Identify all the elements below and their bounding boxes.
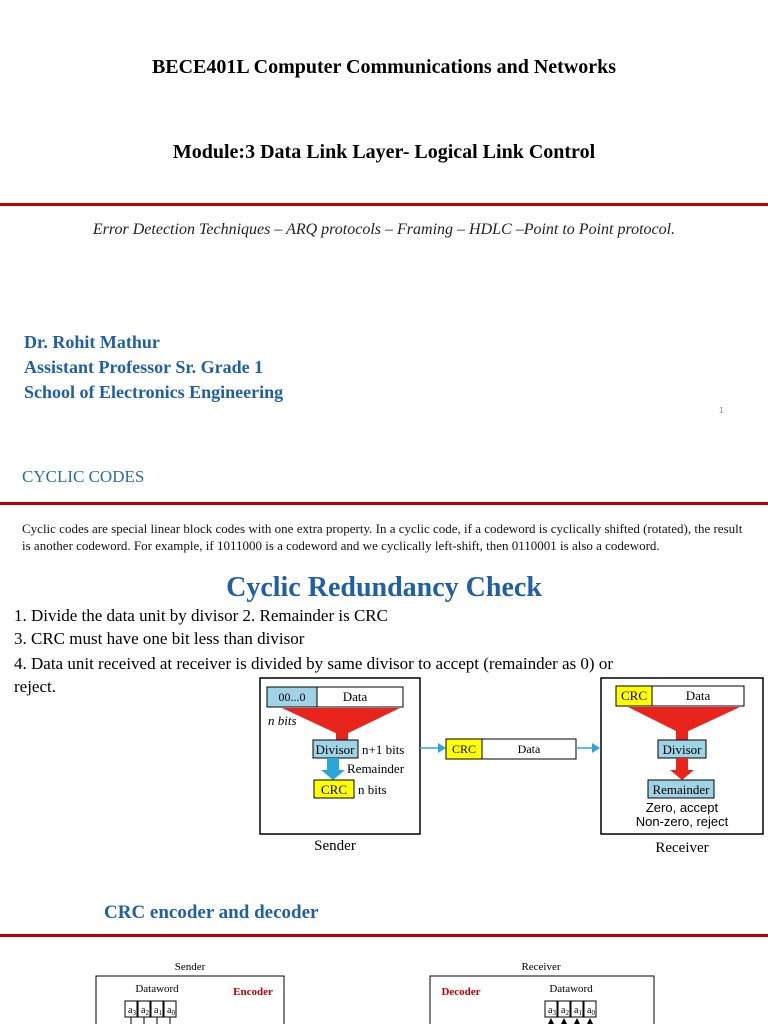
crc-step-1: 1. Divide the data unit by divisor 2. Remainder is CRC <box>14 606 388 625</box>
sender-crc-n-bits: n bits <box>358 782 387 797</box>
sender-remainder-label: Remainder <box>347 761 405 776</box>
dec-bit-2: $a_2$ <box>561 1005 569 1017</box>
dec-receiver-label: Receiver <box>521 961 561 973</box>
enc-bit-1: $a_1$ <box>154 1005 162 1017</box>
module-title: Module:3 Data Link Layer- Logical Link Control <box>172 141 596 163</box>
crc-diagram <box>0 676 768 861</box>
dec-bit-0: $a_0$ <box>587 1005 595 1017</box>
enc-bit-0: $a_0$ <box>167 1005 175 1017</box>
receiver-crc-text: CRC <box>620 688 648 703</box>
receiver-nonzero-reject: Non-zero, reject <box>635 814 729 829</box>
receiver-zero-accept: Zero, accept <box>645 800 719 815</box>
receiver-down-arrow-stem <box>676 758 688 772</box>
sender-divisor-text: Divisor <box>315 742 355 757</box>
dec-bit-1: $a_1$ <box>574 1005 582 1017</box>
receiver-funnel-stem <box>676 730 688 740</box>
dec-dataword-label: Dataword <box>549 983 593 995</box>
receiver-data-text: Data <box>685 688 711 703</box>
tx-arrow-head-1 <box>438 743 446 753</box>
sender-funnel-stem <box>336 730 348 740</box>
tx-crc-text: CRC <box>451 742 477 756</box>
enc-dataword-label: Dataword <box>135 983 179 995</box>
crc-encoder-decoder-heading: CRC encoder and decoder <box>104 902 319 923</box>
sender-n-bits: n bits <box>268 713 297 728</box>
receiver-divisor-text: Divisor <box>662 742 702 757</box>
page-number: 1 <box>719 406 724 415</box>
encdec-divider <box>0 934 768 937</box>
decoder-label: Decoder <box>441 986 481 998</box>
sender-zeros-text: 00...0 <box>278 690 306 704</box>
encoder-label: Encoder <box>233 986 273 998</box>
crc-step-3: 3. CRC must have one bit less than divisor <box>14 629 305 648</box>
enc-bit-2: $a_2$ <box>141 1005 149 1017</box>
author-school: School of Electronics Engineering <box>24 382 284 402</box>
crc-step-4-cont: reject. <box>14 677 56 696</box>
author-name: Dr. Rohit Mathur <box>24 332 160 352</box>
crc-step-4: 4. Data unit received at receiver is divided by same divisor to accept (remainder as 0) or <box>14 654 614 673</box>
cyclic-codes-heading: CYCLIC CODES <box>22 467 145 486</box>
tx-data-text: Data <box>517 742 541 756</box>
topics-subtitle: Error Detection Techniques – ARQ protocols – Framing – HDLC –Point to Point protocol. <box>92 221 676 238</box>
author-position: Assistant Professor Sr. Grade 1 <box>24 357 264 377</box>
dec-bit-3: $a_3$ <box>548 1005 556 1017</box>
cyclic-divider <box>0 502 768 505</box>
sender-down-arrow-stem <box>327 758 339 772</box>
encoder-panel <box>96 976 284 1024</box>
sender-label: Sender <box>314 838 356 854</box>
tx-arrow-head-2 <box>592 743 600 753</box>
sender-n1-bits: n+1 bits <box>362 742 405 757</box>
crc-title: Cyclic Redundancy Check <box>226 572 542 603</box>
sender-crc-text: CRC <box>320 782 348 797</box>
enc-bit-3: $a_3$ <box>128 1005 136 1017</box>
sender-data-text: Data <box>342 689 368 704</box>
course-title: BECE401L Computer Communications and Networks <box>151 56 617 78</box>
cyclic-paragraph: Cyclic codes are special linear block codes with one extra property. In a cyclic code, if a codeword is cyclically shifted (rotated), the result is another codeword. For example, if 1011000 is a codeword and we cyclically left-shift, then 0110001 is also a codeword. <box>22 521 743 553</box>
decoder-panel <box>430 976 654 1024</box>
enc-sender-label: Sender <box>174 961 206 973</box>
crc-encoder-decoder-diagram <box>0 955 768 1024</box>
title-divider <box>0 203 768 206</box>
receiver-label: Receiver <box>655 840 709 856</box>
receiver-remainder-text: Remainder <box>652 782 710 797</box>
